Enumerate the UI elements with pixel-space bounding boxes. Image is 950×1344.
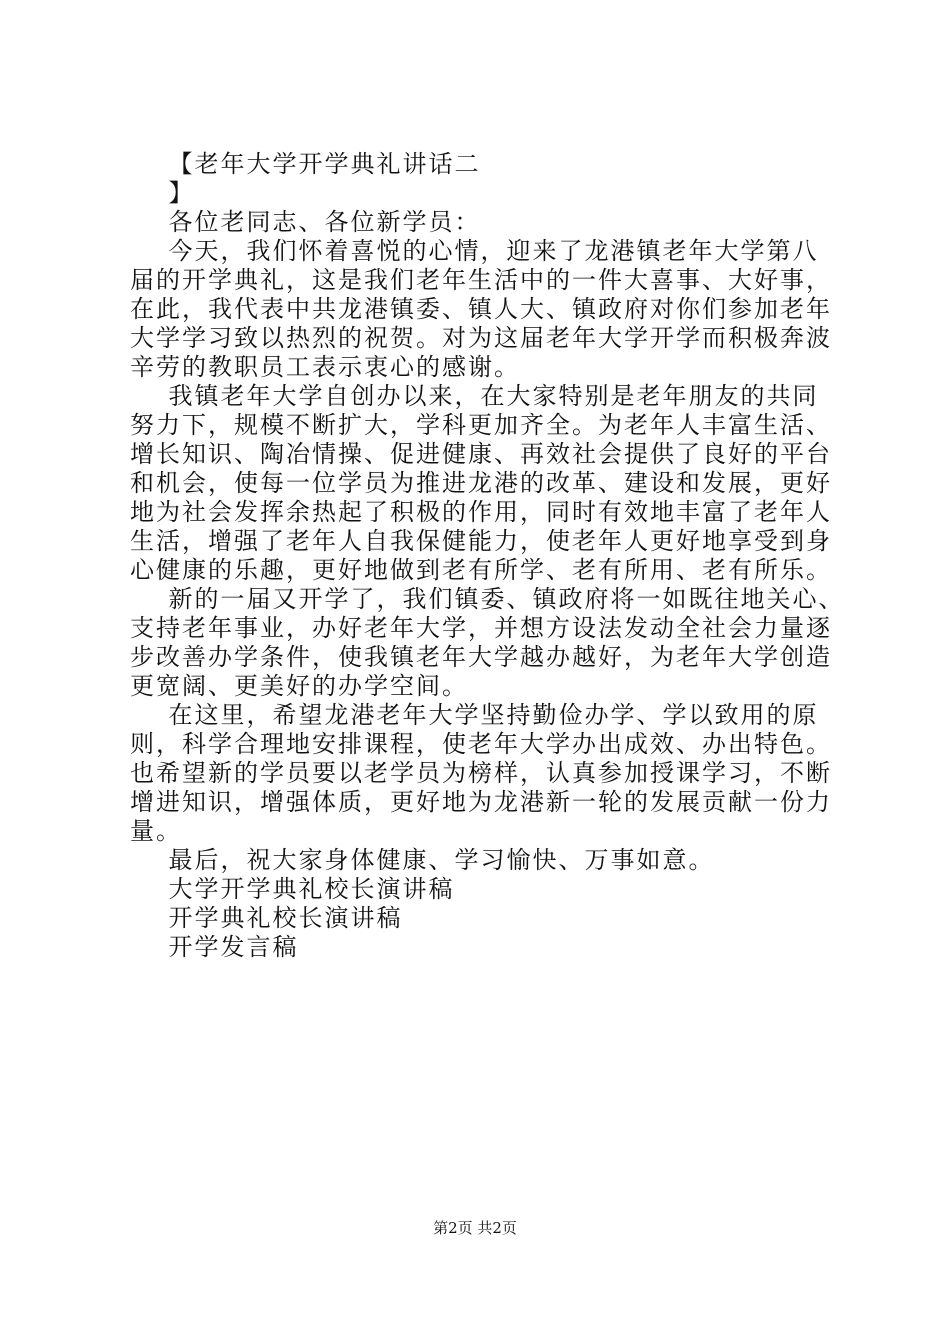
title-line: 【老年大学开学典礼讲话二: [130, 150, 481, 178]
related-title-1: 大学开学典礼校长演讲稿: [130, 875, 455, 903]
paragraph-line: 增进知识，增强体质，更好地为龙港新一轮的发展贡献一份力: [130, 788, 832, 816]
paragraph-line: 我镇老年大学自创办以来，在大家特别是老年朋友的共同: [130, 382, 819, 410]
paragraph-line: 生活，增强了老年人自我保健能力，使老年人更好地享受到身: [130, 527, 832, 555]
related-title-2: 开学典礼校长演讲稿: [130, 904, 403, 932]
salutation: 各位老同志、各位新学员：: [130, 208, 481, 236]
paragraph-line: 届的开学典礼，这是我们老年生活中的一件大喜事、大好事，: [130, 266, 832, 294]
paragraph-line: 今天，我们怀着喜悦的心情，迎来了龙港镇老年大学第八: [130, 237, 819, 265]
paragraph-line: 辛劳的教职员工表示衷心的感谢。: [130, 353, 520, 381]
related-title-3: 开学发言稿: [130, 933, 299, 961]
paragraph-line: 努力下，规模不断扩大，学科更加齐全。为老年人丰富生活、: [130, 411, 832, 439]
paragraph-line: 也希望新的学员要以老学员为榜样，认真参加授课学习，不断: [130, 759, 832, 787]
paragraph-line: 地为社会发挥余热起了积极的作用，同时有效地丰富了老年人: [130, 498, 832, 526]
paragraph-line: 和机会，使每一位学员为推进龙港的改革、建设和发展，更好: [130, 469, 832, 497]
paragraph-line: 量。: [130, 817, 182, 845]
paragraph-line: 支持老年事业，办好老年大学，并想方设法发动全社会力量逐: [130, 614, 832, 642]
page-number-footer: 第2页 共2页: [433, 1219, 517, 1237]
paragraph-line: 在此，我代表中共龙港镇委、镇人大、镇政府对你们参加老年: [130, 295, 832, 323]
paragraph-line: 新的一届又开学了，我们镇委、镇政府将一如既往地关心、: [130, 585, 845, 613]
closing-line: 最后，祝大家身体健康、学习愉快、万事如意。: [130, 846, 715, 874]
paragraph-line: 增长知识、陶冶情操、促进健康、再效社会提供了良好的平台: [130, 440, 832, 468]
paragraph-line: 大学学习致以热烈的祝贺。对为这届老年大学开学而积极奔波: [130, 324, 832, 352]
paragraph-line: 心健康的乐趣，更好地做到老有所学、老有所用、老有所乐。: [130, 556, 832, 584]
document-body: [130, 150, 845, 962]
paragraph-line: 则，科学合理地安排课程，使老年大学办出成效、办出特色。: [130, 730, 832, 758]
paragraph-line: 步改善办学条件，使我镇老年大学越办越好，为老年大学创造: [130, 643, 832, 671]
paragraph-line: 在这里，希望龙港老年大学坚持勤俭办学、学以致用的原: [130, 701, 819, 729]
title-line-continued: 】: [130, 179, 195, 207]
paragraph-line: 更宽阔、更美好的办学空间。: [130, 672, 468, 700]
